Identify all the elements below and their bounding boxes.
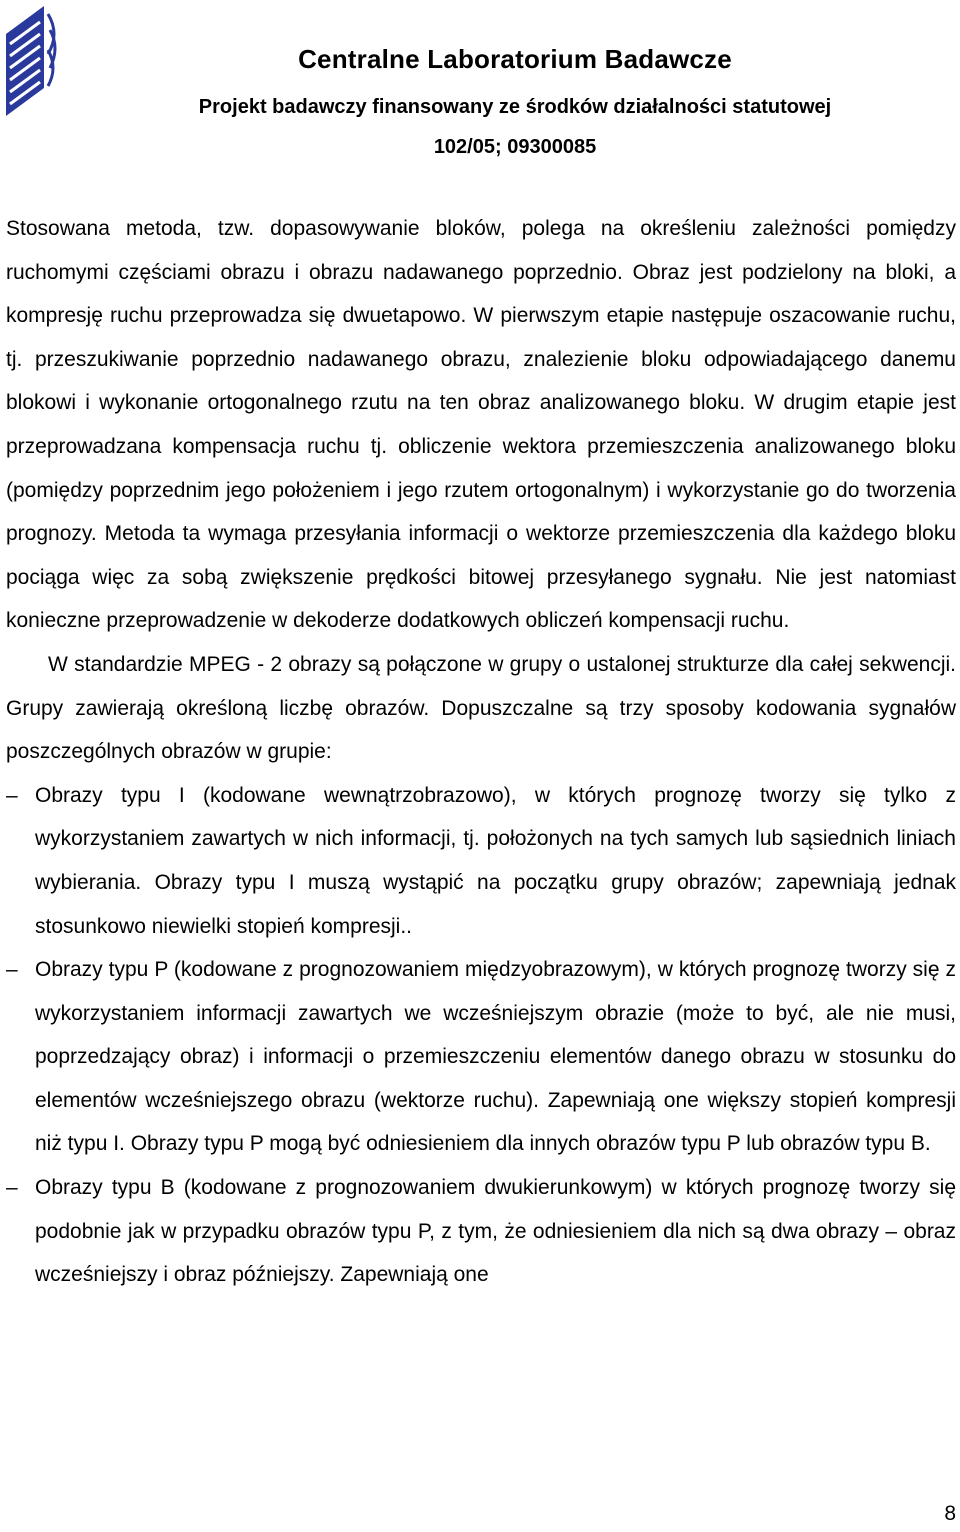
- list-dash-marker: –: [6, 958, 18, 982]
- clb-logo-icon: [4, 4, 62, 120]
- paragraph-block-matching: Stosowana metoda, tzw. dopasowywanie bloków, polega na określeniu zależności pomiędzy ruchomymi częściami obrazu i obrazu nadawanego poprzednio. Obraz jest podzielony na bloki, a kompresję ruchu przeprowadza się dwuetapowo. W pierwszym etapie następuje oszacowanie ruchu, tj. przeszukiwanie poprzednio nadawanego obrazu, znalezienie bloku odpowiadającego danemu blokowi i wykonanie ortogonalnego rzutu na ten obraz analizowanego bloku. W drugim etapie jest przeprowadzana kompensacja ruchu tj. obliczenie wektora przemieszczenia analizowanego bloku (pomiędzy poprzednim jego położeniem i jego rzutem ortogonalnym) i wykorzystanie go do tworzenia prognozy. Metoda ta wymaga przesyłania informacji o wektorze przemieszczenia dla każdego bloku pociąga więc za sobą zwiększenie prędkości bitowej przesyłanego sygnału. Nie jest natomiast konieczne przeprowadzenie w dekoderze dodatkowych obliczeń kompensacji ruchu.: [6, 217, 956, 633]
- list-item-p-frames: [6, 948, 956, 1166]
- list-item-text: Obrazy typu P (kodowane z prognozowaniem międzyobrazowym), w których prognozę tworzy się z wykorzystaniem informacji zawartych we wcześniejszym obrazie (może to być, ale nie musi, poprzedzający obraz) i informacji o przemieszczeniu elementów danego obrazu w stosunku do elementów wcześniejszego obrazu (wektorze ruchu). Zapewniają one większy stopień kompresji niż typu I. Obrazy typu P mogą być odniesieniem dla innych obrazów typu P lub obrazów typu B.: [35, 958, 956, 1156]
- list-dash-marker: –: [6, 1176, 18, 1200]
- frame-types-list: [6, 774, 956, 1297]
- paragraph-mpeg2-groups: W standardzie MPEG - 2 obrazy są połączone w grupy o ustalonej strukturze dla całej sekwencji. Grupy zawierają określoną liczbę obrazów. Dopuszczalne są trzy sposoby kodowania sygnałów poszczególnych obrazów w grupie:: [6, 652, 956, 764]
- list-item-b-frames: [6, 1166, 956, 1297]
- page-number: 8: [944, 1502, 956, 1525]
- list-item-text: Obrazy typu I (kodowane wewnątrzobrazowo), w których prognozę tworzy się tylko z wykorzystaniem zawartych w nich informacji, tj. położonych na tych samych lub sąsiednich liniach wybierania. Obrazy typu I muszą wystąpić na początku grupy obrazów; zapewniają jednak stosunkowo niewielki stopień kompresji..: [35, 783, 956, 938]
- header-project-number: 102/05; 09300085: [433, 136, 597, 158]
- header-title: Centralne Laboratorium Badawcze: [298, 44, 732, 74]
- header-subtitle: Projekt badawczy finansowany ze środków działalności statutowej: [198, 96, 832, 118]
- list-dash-marker: –: [6, 783, 18, 807]
- list-item-i-frames: [6, 774, 956, 948]
- list-item-text: Obrazy typu B (kodowane z prognozowaniem dwukierunkowym) w których prognozę tworzy się podobnie jak w przypadku obrazów typu P, z tym, że odniesieniem dla nich są dwa obrazy – obraz wcześniejszy i obraz późniejszy. Zapewniają one: [35, 1176, 956, 1287]
- page-header: [0, 0, 960, 170]
- document-body: [6, 207, 956, 1297]
